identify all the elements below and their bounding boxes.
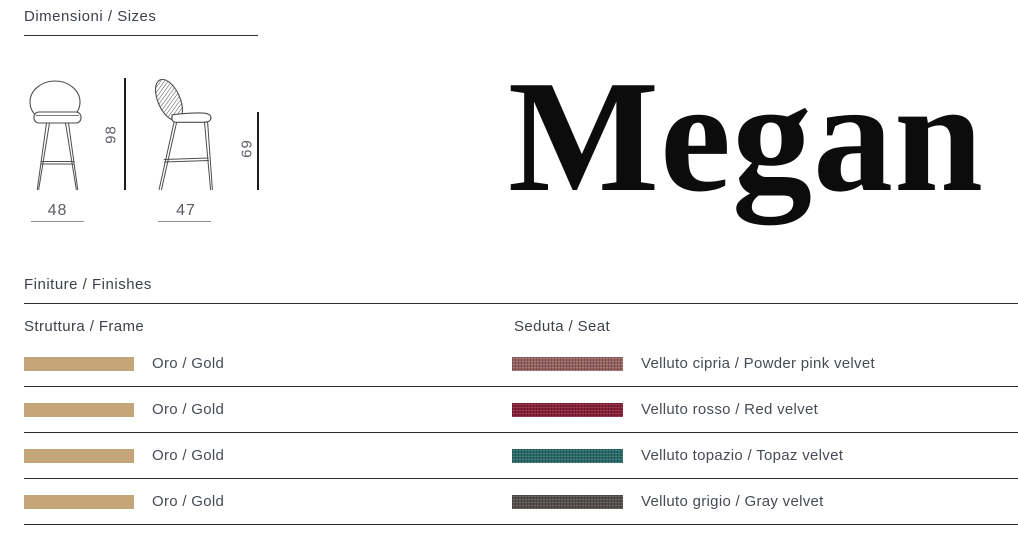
frame-finish-cell bbox=[24, 447, 512, 464]
footrest bbox=[41, 162, 75, 165]
footrest bbox=[164, 158, 209, 162]
finish-row bbox=[24, 341, 1018, 387]
frame-finish-cell bbox=[24, 355, 512, 372]
chair-seat bbox=[172, 113, 211, 122]
frame-color-swatch bbox=[24, 403, 134, 417]
frame-color-swatch bbox=[24, 357, 134, 371]
finish-row bbox=[24, 433, 1018, 479]
seat-finish-cell bbox=[512, 355, 1018, 372]
frame-finish-cell bbox=[24, 493, 512, 510]
frame-finish-cell bbox=[24, 401, 512, 418]
seat-color-swatch bbox=[512, 449, 623, 463]
side-height-dimension-line bbox=[257, 112, 259, 190]
seat-finish-label: Velluto cipria / Powder pink velvet bbox=[641, 355, 875, 372]
frame-finish-label: Oro / Gold bbox=[152, 355, 225, 372]
seat-column-heading: Seduta / Seat bbox=[514, 318, 611, 335]
side-width-dimension: 47 bbox=[176, 202, 196, 219]
seat-color-swatch bbox=[512, 357, 623, 371]
front-width-dimension: 48 bbox=[47, 202, 68, 219]
frame-finish-label: Oro / Gold bbox=[152, 493, 225, 510]
side-width-dimension-line bbox=[158, 221, 211, 222]
finish-row bbox=[24, 387, 1018, 433]
chair-leg-left bbox=[37, 123, 49, 190]
seat-color-swatch bbox=[512, 403, 623, 417]
frame-finish-label: Oro / Gold bbox=[152, 401, 225, 418]
frame-finish-label: Oro / Gold bbox=[152, 447, 225, 464]
chair-leg-front bbox=[205, 122, 213, 190]
frame-color-swatch bbox=[24, 495, 134, 509]
finishes-section-heading: Finiture / Finishes bbox=[24, 276, 152, 293]
front-height-dimension-line bbox=[124, 78, 126, 190]
seat-finish-cell bbox=[512, 401, 1018, 418]
frame-column-heading: Struttura / Frame bbox=[24, 318, 145, 335]
front-width-dimension-line bbox=[31, 221, 84, 222]
chair-leg-rear bbox=[159, 122, 177, 190]
frame-color-swatch bbox=[24, 449, 134, 463]
chair-seat bbox=[34, 112, 81, 123]
front-height-dimension: 98 bbox=[102, 125, 120, 144]
seat-finish-label: Velluto grigio / Gray velvet bbox=[641, 493, 824, 510]
sizes-heading-rule bbox=[24, 35, 258, 36]
sizes-section-heading: Dimensioni / Sizes bbox=[24, 8, 157, 25]
seat-color-swatch bbox=[512, 495, 623, 509]
finishes-heading-rule bbox=[24, 303, 1018, 304]
seat-finish-label: Velluto topazio / Topaz velvet bbox=[641, 447, 844, 464]
chair-leg-right bbox=[66, 123, 78, 190]
seat-finish-cell bbox=[512, 493, 1018, 510]
side-view-drawing bbox=[148, 74, 228, 196]
side-height-dimension: 69 bbox=[238, 139, 256, 158]
seat-finish-label: Velluto rosso / Red velvet bbox=[641, 401, 819, 418]
product-title: Megan bbox=[508, 47, 985, 225]
finish-row bbox=[24, 479, 1018, 525]
seat-finish-cell bbox=[512, 447, 1018, 464]
finishes-rows bbox=[24, 341, 1018, 525]
